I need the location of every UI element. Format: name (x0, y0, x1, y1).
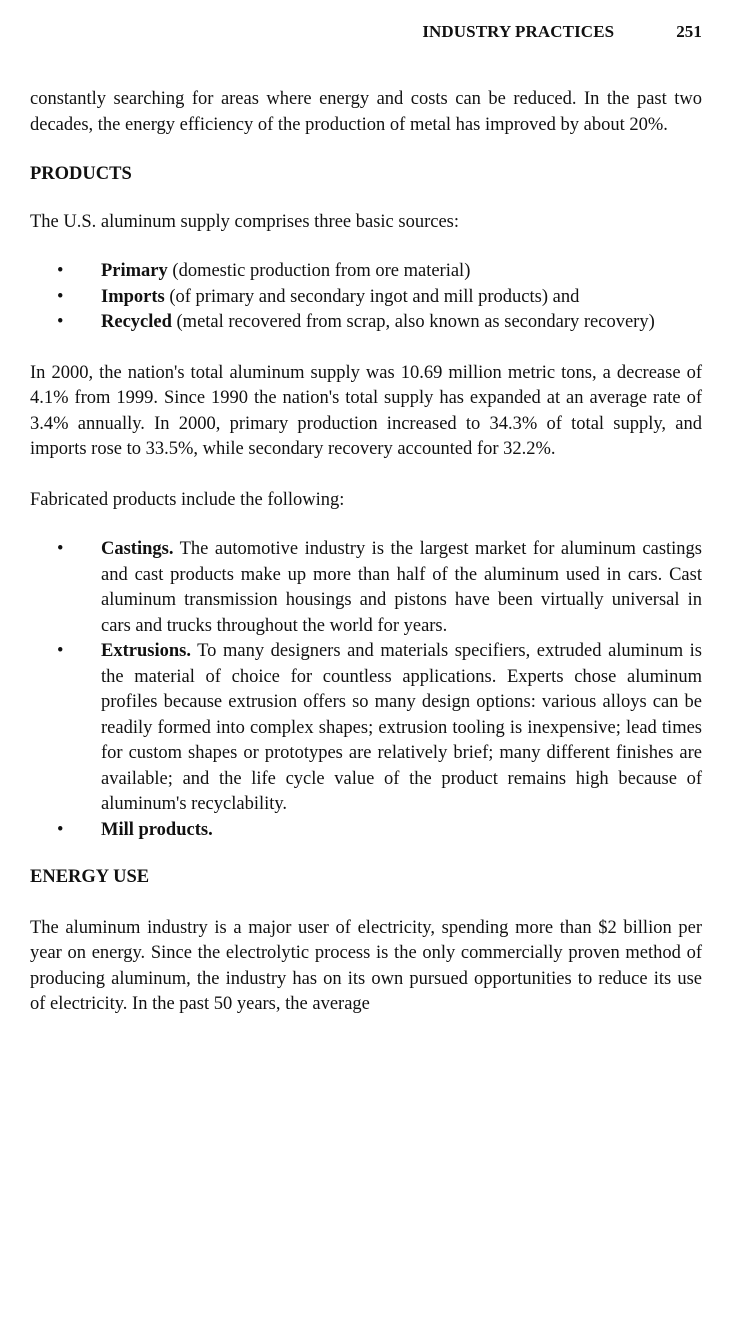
list-item-term: Primary (101, 261, 168, 281)
bullet-icon: • (57, 261, 64, 281)
page-number: 251 (676, 22, 702, 41)
supply-sources-lead: The U.S. aluminum supply comprises three basic sources: (30, 211, 460, 232)
energy-use-paragraph: The aluminum industry is a major user of electricity, spending more than $2 billion per year on energy. Since the electrolytic process is the only commercially proven method of producing aluminum, the industry has on its own pursued opportunities to reduce its use of electricity. In the past 50 years, the average (30, 917, 702, 1014)
list-item (30, 818, 702, 844)
list-item-text: (of primary and secondary ingot and mill products) and (164, 286, 580, 307)
section-heading-energy-use: ENERGY USE (30, 867, 150, 887)
bullet-icon: • (57, 819, 64, 840)
bullet-icon: • (57, 539, 64, 559)
list-item-text: To many designers and materials specifiers, extruded aluminum is the material of choice for countless applications. Experts chose aluminum profiles because extrusion offers so many design options: various alloys can be readily formed into complex shapes; extrusion tooling is inexpensive; lead times for custom shapes or prototypes are relatively brief; many different finishes are available; and the life cycle value of the product remains high because of aluminum's recyclability. (101, 641, 702, 814)
list-item (30, 285, 702, 311)
list-item (30, 639, 702, 818)
supply-sources-list (30, 259, 702, 336)
bullet-icon: • (57, 641, 64, 661)
fabricated-products-list (30, 537, 702, 843)
running-head (30, 20, 702, 44)
intro-paragraph: constantly searching for areas where energy and costs can be reduced. In the past two decades, the energy efficiency of the production of metal has improved by about 20%. (30, 89, 702, 135)
list-item-term: Imports (101, 286, 165, 307)
list-item-term: Castings. (101, 539, 174, 559)
list-item (30, 537, 702, 639)
document-page (30, 20, 702, 1018)
bullet-icon: • (57, 286, 64, 307)
bullet-icon: • (57, 312, 64, 332)
list-item-term: Recycled (101, 312, 172, 332)
list-item-text: (domestic production from ore material) (167, 261, 471, 281)
supply-paragraph: In 2000, the nation's total aluminum supply was 10.69 million metric tons, a decrease of 4.1% from 1999. Since 1990 the nation's total supply has expanded at an average rate of 3.4% annually. In 2000, primary production increased to 34.3% of total supply, and imports rose to 33.5%, while secondary recovery accounted for 32.2%. (30, 362, 702, 459)
list-item (30, 310, 702, 336)
list-item-text: The automotive industry is the largest market for aluminum castings and cast products make up more than half of the aluminum used in cars. Cast aluminum transmission housings and pistons have been virtually universal in cars and trucks throughout the world for years. (101, 539, 702, 636)
list-item-text: (metal recovered from scrap, also known as secondary recovery) (171, 312, 655, 332)
list-item-term: Extrusions. (101, 641, 191, 661)
running-head-title: INDUSTRY PRACTICES (422, 22, 615, 41)
list-item-term: Mill products. (101, 819, 213, 840)
list-item (30, 259, 702, 285)
fabricated-products-lead: Fabricated products include the following: (30, 489, 345, 510)
section-heading-products: PRODUCTS (30, 164, 132, 184)
